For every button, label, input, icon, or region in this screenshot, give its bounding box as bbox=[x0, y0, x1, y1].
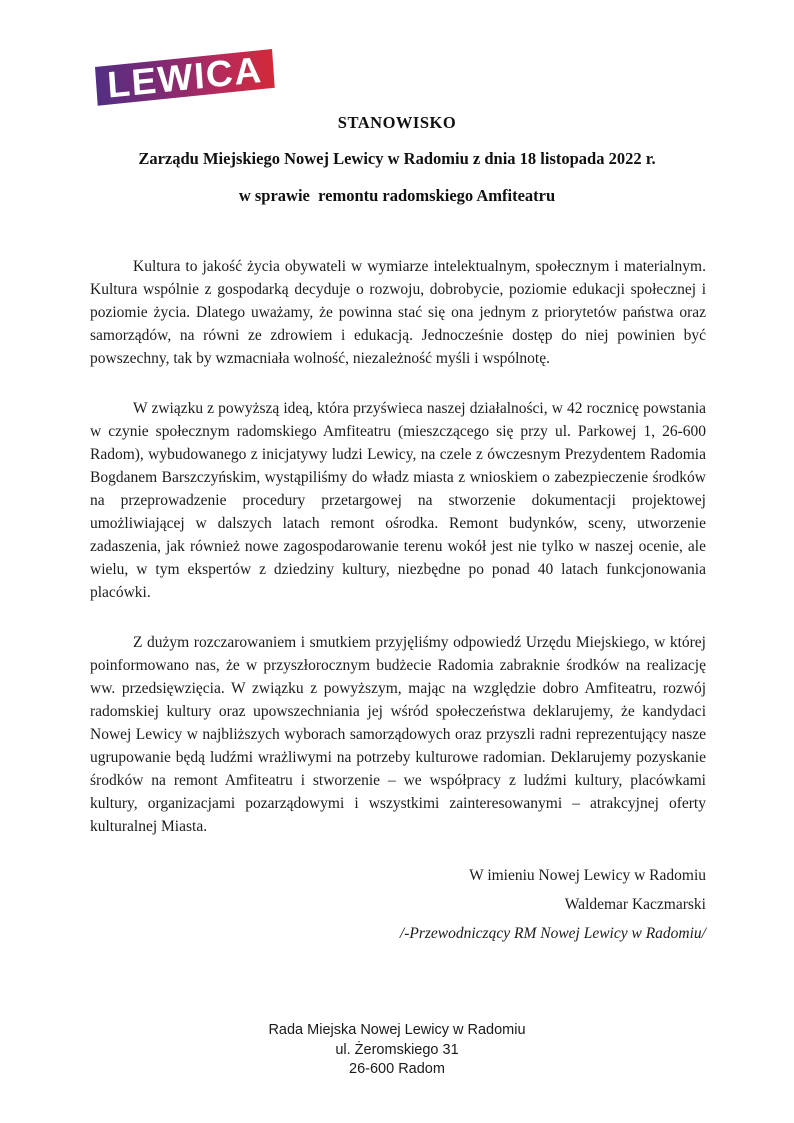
body-paragraph-1: Kultura to jakość życia obywateli w wymiarze intelektualnym, społecznym i materialnym. Kultura wspólnie z gospodarką decyduje o rozwoju, dobrobycie, poziomie edukacji społecznej i poziomie życia. Dlatego uważamy, że powinna stać się ona jednym z priorytetów państwa oraz samorządów, na równi ze zdrowiem i edukacją. Jednocześnie dostęp do niej powinien być powszechny, tak by wzmacniała wolność, niezależność myśli i wspólnotę. bbox=[90, 258, 706, 367]
footer-street: ul. Żeromskiego 31 bbox=[335, 1041, 459, 1058]
body-paragraph-3: Z dużym rozczarowaniem i smutkiem przyjęliśmy odpowiedź Urzędu Miejskiego, w której poinformowano nas, że w przyszłorocznym budżecie Radomia zabraknie środków na realizację ww. przedsięwzięcia. W związku z powyższym, mając na względzie dobro Amfiteatru, rozwój radomskiej kultury oraz upowszechniania jej wśród społeczeństwa deklarujemy, że kandydaci Nowej Lewicy w najbliższych wyborach samorządowych oraz przyszli radni reprezentujący nasze ugrupowanie będą ludźmi wrażliwymi na potrzeby kulturowe radomian. Deklarujemy pozyskanie środków na remont Amfiteatru i stworzenie – we współpracy z ludźmi kultury, placówkami kultury, organizacjami pozarządowymi i wszystkimi zainteresowanymi – atrakcyjnej oferty kulturalnej Miasta. bbox=[90, 634, 706, 835]
footer-address bbox=[0, 1021, 794, 1080]
document-title: STANOWISKO bbox=[337, 113, 457, 132]
document-subject: w sprawie remontu radomskiego Amfiteatru bbox=[238, 186, 556, 205]
footer-organization: Rada Miejska Nowej Lewicy w Radomiu bbox=[268, 1022, 526, 1038]
lewica-logo-text: LEWICA bbox=[105, 49, 264, 106]
document-body bbox=[90, 255, 706, 865]
document-subtitle: Zarządu Miejskiego Nowej Lewicy w Radomiu z dnia 18 listopada 2022 r. bbox=[138, 149, 656, 168]
lewica-logo bbox=[95, 49, 275, 106]
footer-postal-code: 26-600 Radom bbox=[349, 1061, 445, 1077]
signature-block bbox=[90, 861, 706, 948]
body-paragraph-2: W związku z powyższą ideą, która przyświeca naszej działalności, w 42 rocznicę powstania w czynie społecznym radomskiego Amfiteatru (mieszczącego się przy ul. Parkowej 1, 26-600 Radom), wybudowanego z inicjatywy ludzi Lewicy, na czele z ówczesnym Prezydentem Radomia Bogdanem Barszczyńskim, wystąpiliśmy do władz miasta z wnioskiem o zabezpieczenie środków na przeprowadzenie procedury przetargowej na stworzenie dokumentacji projektowej umożliwiającej w dalszych latach remont ośrodka. Remont budynków, sceny, utworzenie zadaszenia, jak również nowe zagospodarowanie terenu wokół jest nie tylko w naszej ocenie, ale wielu, w tym ekspertów z dziedziny kultury, niezbędne po ponad 40 latach funkcjonowania placówki. bbox=[90, 400, 706, 601]
signature-name: Waldemar Kaczmarski bbox=[564, 896, 706, 913]
signature-on-behalf: W imieniu Nowej Lewicy w Radomiu bbox=[469, 867, 706, 884]
signature-role: /-Przewodniczący RM Nowej Lewicy w Radomiu/ bbox=[399, 925, 706, 942]
